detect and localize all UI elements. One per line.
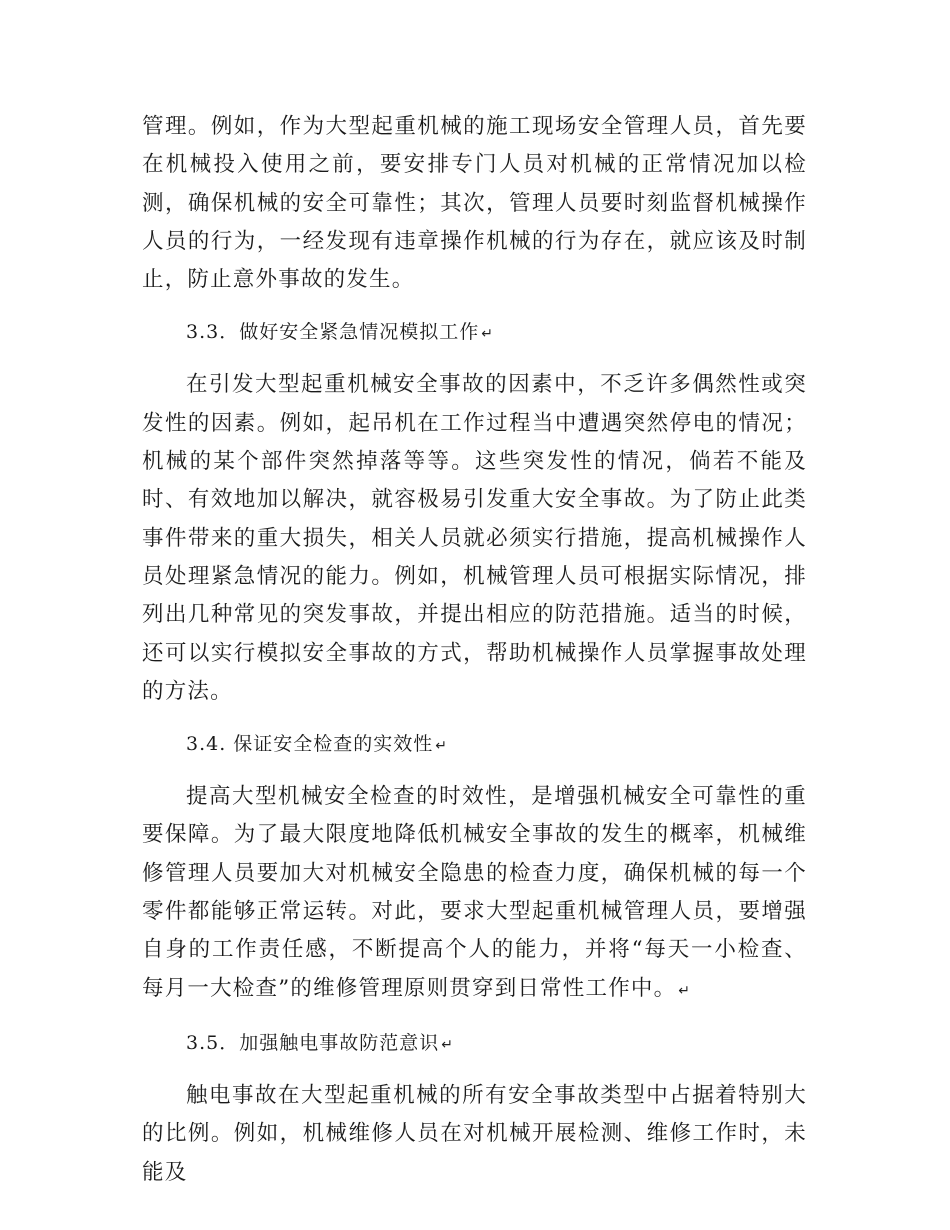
paragraph-inspection <box>142 778 807 1010</box>
section-heading-3-5-text: 3.5．加强触电事故防范意识 <box>186 1031 440 1054</box>
section-heading-3-3-text: 3.3．做好安全紧急情况模拟工作 <box>186 321 480 344</box>
section-heading-3-5 <box>142 1024 807 1064</box>
document-page <box>142 108 807 1192</box>
paragraph-mark-icon: ↵ <box>481 326 494 343</box>
section-heading-3-4 <box>142 725 807 765</box>
paragraph-mark-icon: ↵ <box>678 982 692 999</box>
paragraph-electric-shock: 触电事故在大型起重机械的所有安全事故类型中占据着特别大的比例。例如，机械维修人员在对机械开展检测、维修工作时，未能及 <box>142 1082 807 1185</box>
paragraph-mark-icon: ↵ <box>435 738 449 755</box>
paragraph-emergency: 在引发大型起重机械安全事故的因素中，不乏许多偶然性或突发性的因素。例如，起吊机在工作过程当中遭遇突然停电的情况；机械的某个部件突然掉落等等。这些突发性的情况，倘若不能及时、有效地加以解决，就容极易引发重大安全事故。为了防止此类事件带来的重大损失，相关人员就必须实行措施，提高机械操作人员处理紧急情况的能力。例如，机械管理人员可根据实际情况，排列出几种常见的突发事故，并提出相应的防范措施。适当的时候，还可以实行模拟安全事故的方式，帮助机械操作人员掌握事故处理的方法。 <box>142 372 807 704</box>
paragraph-management: 管理。例如，作为大型起重机械的施工现场安全管理人员，首先要在机械投入使用之前，要安排专门人员对机械的正常情况加以检测，确保机械的安全可靠性；其次，管理人员要时刻监督机械操作人员的行为，一经发现有违章操作机械的行为存在，就应该及时制止，防止意外事故的发生。 <box>142 114 807 293</box>
section-heading-3-3 <box>142 313 807 353</box>
paragraph-mark-icon: ↵ <box>441 1036 454 1053</box>
section-heading-3-4-text: 3.4. 保证安全检查的实效性 <box>186 733 434 756</box>
paragraph-inspection-text: 提高大型机械安全检查的时效性，是增强机械安全可靠性的重要保障。为了最大限度地降低机械安全事故的发生的概率，机械维修管理人员要加大对机械安全隐患的检查力度，确保机械的每一个零件都能够正常运转。对此，要求大型起重机械管理人员，要增强自身的工作责任感，不断提高个人的能力，并将“每天一小检查、每月一大检查”的维修管理原则贯穿到日常性工作中。 <box>142 784 807 1001</box>
